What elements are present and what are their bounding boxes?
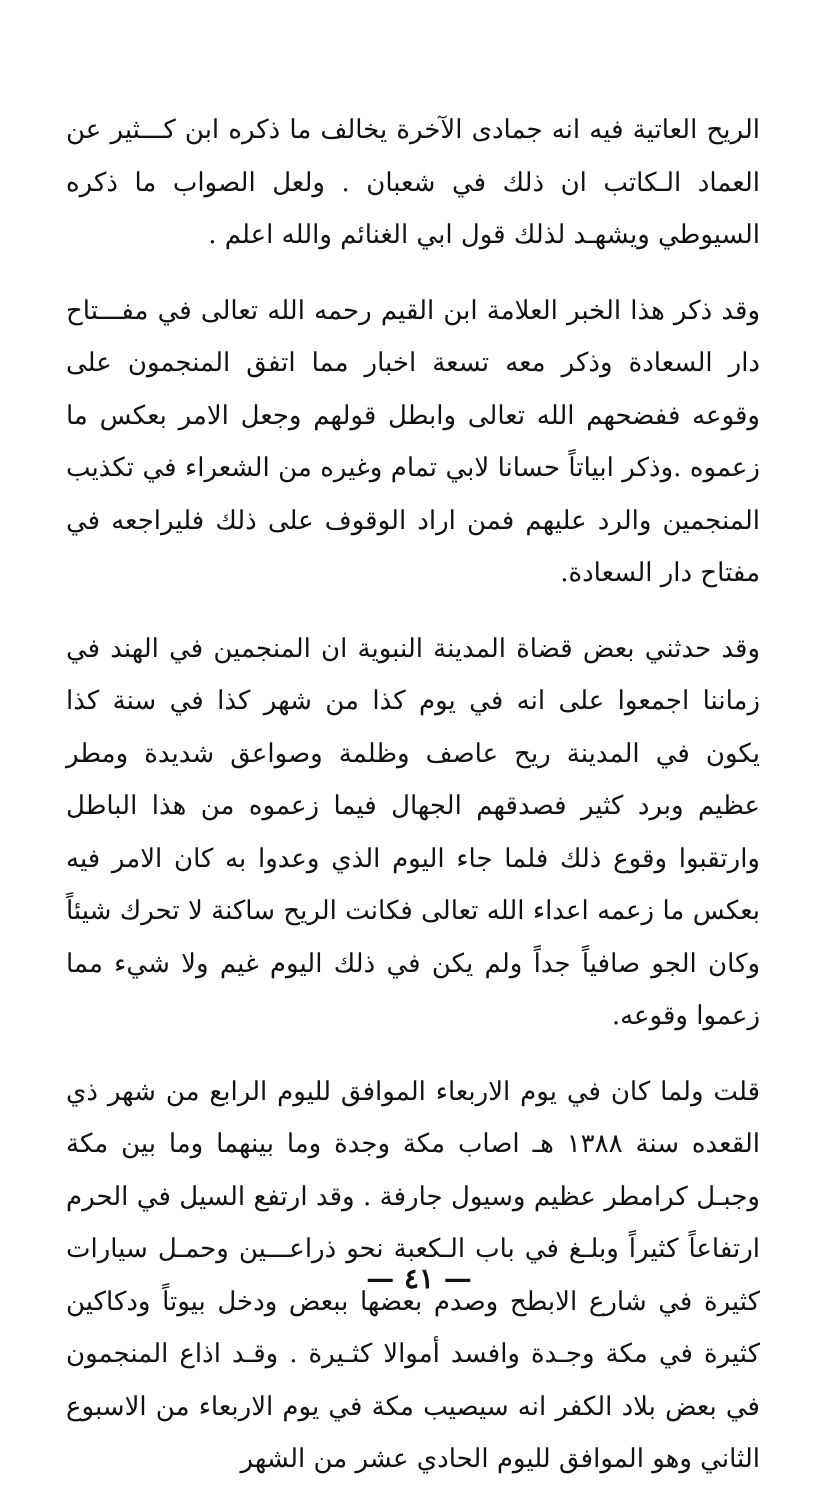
paragraph-mecca-flood: قلت ولما كان في يوم الاربعاء الموافق لليوم الرابع من شهر ذي القعده سنة ١٣٨٨ هـ اصاب مكة وجدة وما بينهما وما بين مكة وجبـل كرامطر عظيم وسيول جارفة . وقد ارتفع السيل في الحرم ارتفاعاً كثيراً وبلـغ في باب الـكعبة نحو ذراعـــين وحمـل سيارات كثيرة في شارع الابطح وصدم بعضها ببعض ودخل بيوتاً ودكاكين كثيرة في مكة وجـدة وافسد أموالا كثـيرة . وقـد اذاع المنجمون في بعض بلاد الكفر انه سيصيب مكة في يوم الاربعاء من الاسبوع الثاني وهو الموافق لليوم الحادي عشر من الشهر bbox=[66, 1076, 760, 1474]
paragraph-wind-date: الريح العاتية فيه انه جمادى الآخرة يخالف ما ذكره ابن كـــثير عن العماد الـكاتب ان ذلك في شعبان . ولعل الصواب ما ذكره السيوطي ويشهـد لذلك قول ابي الغنائم والله اعلم . bbox=[66, 115, 760, 250]
paragraph-medina-astrologers: وقد حدثني بعض قضاة المدينة النبوية ان المنجمين في الهند في زماننا اجمعوا على انه في يوم كذا من شهر كذا في سنة كذا يكون في المدينة ريح عاصف وظلمة وصواعق شديدة ومطر عظيم وبرد كثير فصدقهم الجهال فيما زعموه من هذا الباطل وارتقبوا وقوع ذلك فلما جاء اليوم الذي وعدوا به كان الامر فيه بعكس ما زعمه اعداء الله تعالى فكانت الريح ساكنة لا تحرك شيئاً وكان الجو صافياً جداً ولم يكن في ذلك اليوم غيم ولا شيء مما زعموا وقوعه. bbox=[66, 633, 760, 1031]
page-number: — ٤١ — bbox=[366, 1262, 472, 1295]
paragraph-ibn-qayyim: وقد ذكر هذا الخبر العلامة ابن القيم رحمه الله تعالى في مفـــتاح دار السعادة وذكر معه تسعة اخبار مما اتفق المنجمون على وقوعه ففضحهم الله تعالى وابطل قولهم وجعل الامر بعكس ما زعموه .وذكر ابياتاً حسانا لابي تمام وغيره من الشعراء في تكذيب المنجمين والرد عليهم فمن اراد الوقوف على ذلك فليراجعه في مفتاح دار السعادة. bbox=[66, 295, 760, 588]
